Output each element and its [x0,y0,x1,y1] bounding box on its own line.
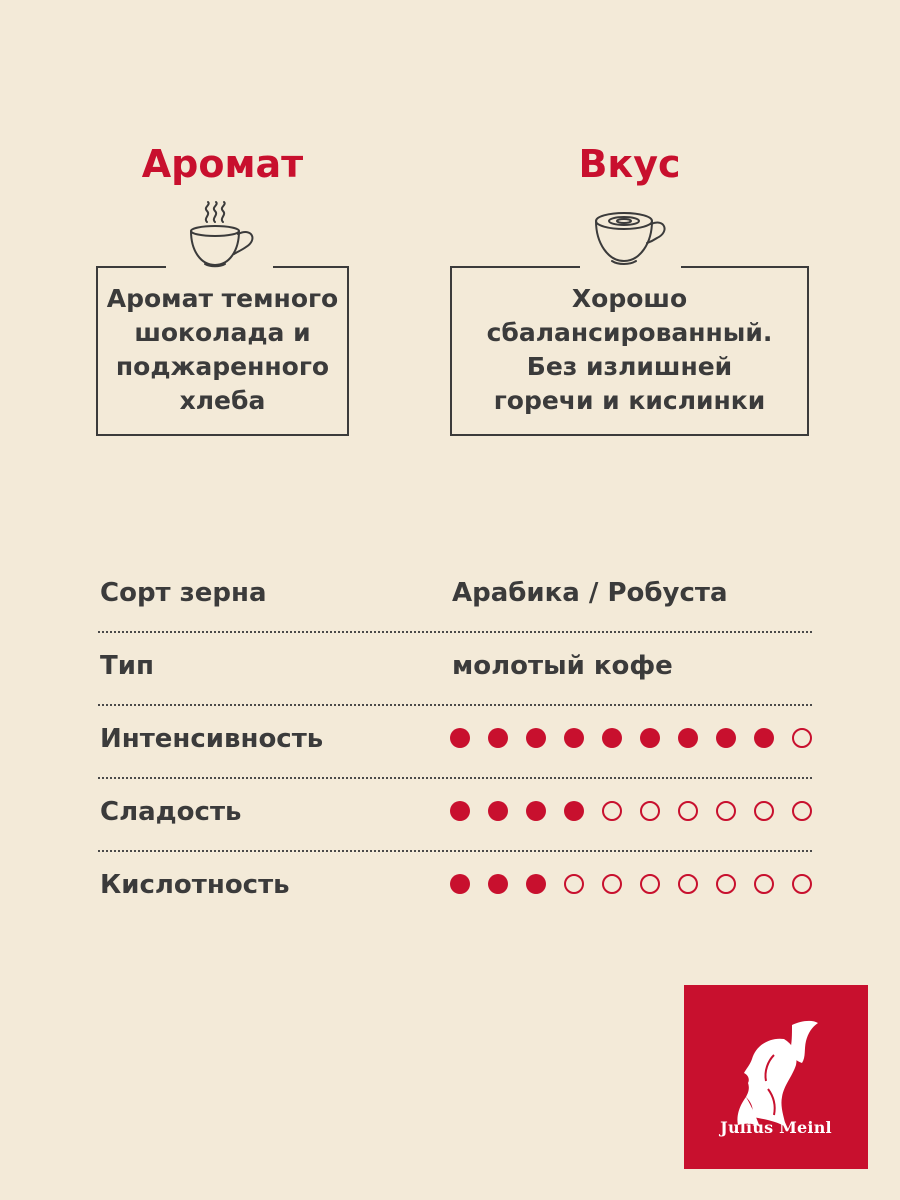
spec-row-type [98,633,812,706]
spec-label: Кислотность [100,870,290,900]
sweetness-rating [450,801,812,821]
rating-dot-filled [526,728,546,748]
rating-dot-filled [678,728,698,748]
rating-dot-filled [526,874,546,894]
spec-row-bean [98,560,812,633]
spec-label: Сорт зерна [100,578,267,608]
acidity-rating [450,874,812,894]
rating-dot-filled [526,801,546,821]
rating-dot-filled [640,728,660,748]
julius-meinl-boy-icon [684,985,868,1169]
taste-description: Хорошо сбалансированный. Без излишней горечи и кислинки [486,284,773,415]
rating-dot-filled [564,801,584,821]
rating-dot-filled [754,728,774,748]
coffee-cup-swirl-icon [592,200,668,272]
spec-value: Арабика / Робуста [452,578,728,608]
rating-dot-empty [678,801,698,821]
rating-dot-empty [754,801,774,821]
rating-dot-filled [716,728,736,748]
spec-label: Тип [100,651,154,681]
aroma-section [96,140,349,415]
rating-dot-empty [792,874,812,894]
rating-dot-empty [640,874,660,894]
rating-dot-empty [602,874,622,894]
spec-row-intensity [98,706,812,779]
rating-dot-empty [640,801,660,821]
aroma-card [96,266,349,436]
taste-section [450,140,809,415]
rating-dot-empty [754,874,774,894]
spec-row-acidity [98,852,812,923]
rating-dot-filled [602,728,622,748]
taste-card [450,266,809,436]
steaming-cup-icon [187,200,259,272]
spec-label: Интенсивность [100,724,324,754]
rating-dot-empty [602,801,622,821]
specs-table [98,560,812,923]
julius-meinl-logo [684,985,868,1169]
intensity-rating [450,728,812,748]
brand-name: Julius Meinl [720,1118,832,1137]
spec-label: Сладость [100,797,242,827]
rating-dot-filled [450,728,470,748]
spec-row-sweetness [98,779,812,852]
rating-dot-filled [564,728,584,748]
rating-dot-empty [716,801,736,821]
aroma-heading: Аромат [141,142,304,186]
rating-dot-empty [564,874,584,894]
taste-heading: Вкус [578,142,681,186]
rating-dot-empty [716,874,736,894]
rating-dot-filled [488,801,508,821]
rating-dot-empty [792,728,812,748]
spec-value: молотый кофе [452,651,673,681]
aroma-description: Аромат темного шоколада и поджаренного хлеба [106,284,339,415]
rating-dot-empty [792,801,812,821]
rating-dot-filled [488,728,508,748]
rating-dot-filled [450,874,470,894]
rating-dot-filled [450,801,470,821]
rating-dot-empty [678,874,698,894]
rating-dot-filled [488,874,508,894]
